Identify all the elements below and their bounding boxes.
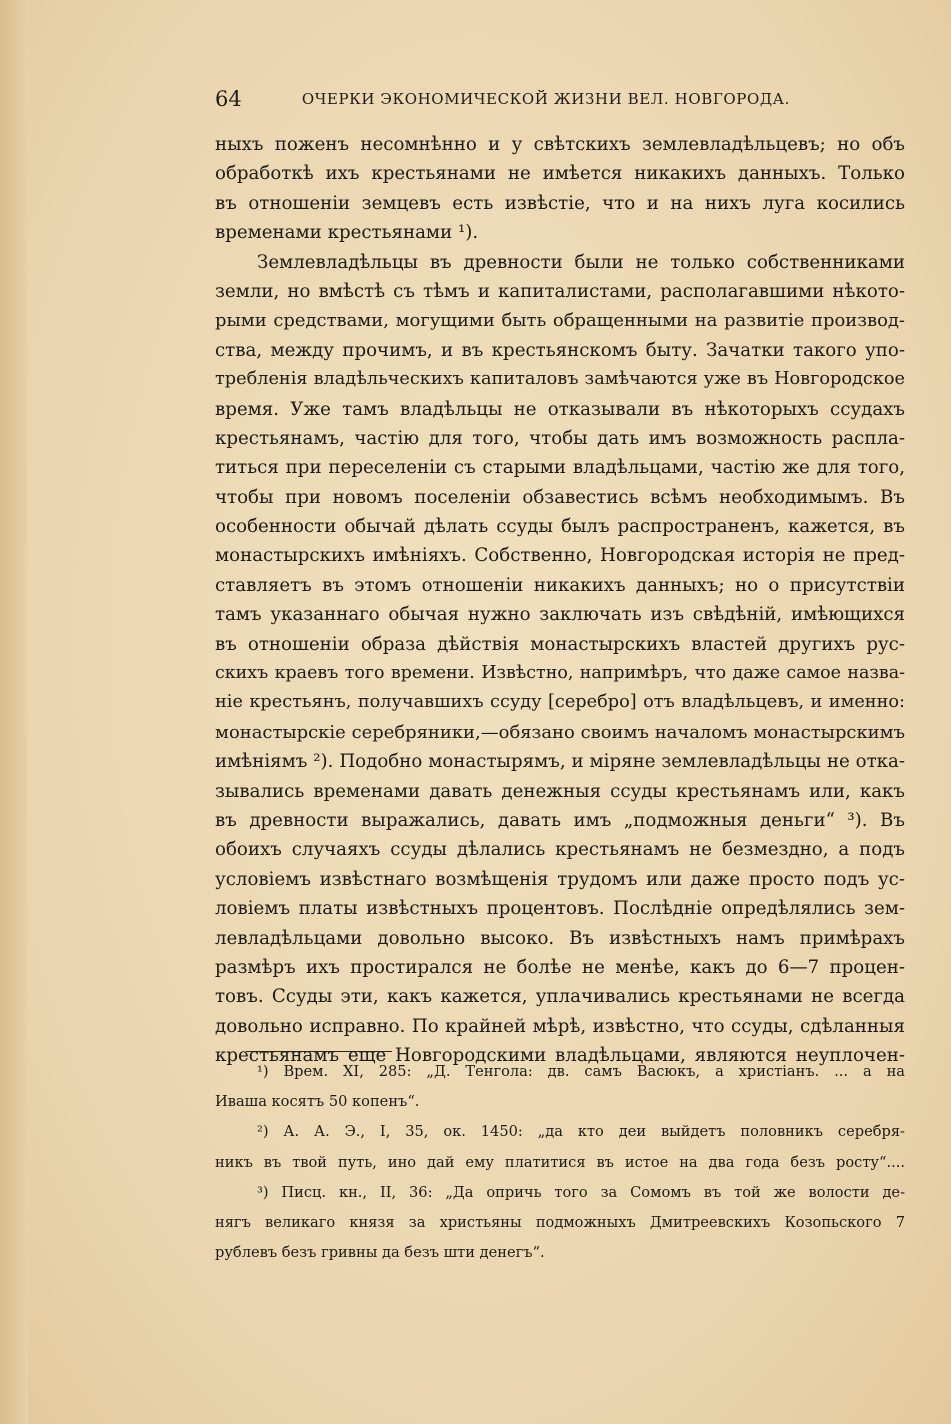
footnote-line: ¹) Врем. XI, 285: „Д. Тенгола: дв. самъ Васюкъ, а христіанъ. ... а на <box>257 1063 905 1080</box>
text-line: условіемъ извѣстнаго возмѣщенія трудомъ или даже просто подъ ус- <box>215 868 905 890</box>
text-line: титься при переселеніи съ старыми владѣльцами, частію же для того, <box>215 457 905 479</box>
running-head <box>215 86 790 112</box>
text-line: ставляетъ въ этомъ отношеніи никакихъ данныхъ; но о присутствіи <box>215 574 905 596</box>
page-binding-edge <box>0 0 28 1424</box>
footnote-line: ²) А. А. Э., I, 35, ок. 1450: „да кто деи выйдетъ половникъ серебря- <box>257 1123 905 1141</box>
text-line: обработкѣ ихъ крестьянами не имѣется никакихъ данныхъ. Только <box>215 163 905 185</box>
text-line: въ древности выражались, давать имъ „подможныя деньги“ ³). Въ <box>215 809 905 831</box>
text-line: въ отношеніи земцевъ есть извѣстіе, что и на нихъ луга косились <box>215 192 905 214</box>
text-line: земли, но вмѣстѣ съ тѣмъ и капиталистами, располагавшими нѣкото- <box>215 280 905 302</box>
text-line: товъ. Ссуды эти, какъ кажется, уплачивались крестьянами не всегда <box>215 986 905 1008</box>
text-line: крестьянамъ, частію для того, чтобы дать имъ возможность распла- <box>215 427 905 449</box>
footnotes <box>215 1057 905 1268</box>
text-line: тамъ указаннаго обычая нужно заключать изъ свѣдѣній, имѣющихся <box>215 604 905 626</box>
text-line: имѣніямъ ²). Подобно монастырямъ, и міряне землевладѣльцы не отка- <box>215 751 905 773</box>
running-title: ОЧЕРКИ ЭКОНОМИЧЕСКОЙ ЖИЗНИ ВЕЛ. НОВГОРОДА. <box>301 90 790 108</box>
footnote-line: никъ въ твой путь, ино дай ему платитися въ истое на два года безъ росту“.... <box>215 1153 905 1171</box>
text-line: обоихъ случаяхъ ссуды дѣлались крестьянамъ не безмездно, а подъ <box>215 839 905 861</box>
text-line: монастырскихъ имѣніяхъ. Собственно, Новгородская исторія не пред- <box>215 545 905 567</box>
text-line: довольно исправно. По крайней мѣрѣ, извѣстно, что ссуды, сдѣланныя <box>215 1015 905 1037</box>
text-line: левладѣльцами довольно высоко. Въ извѣстныхъ намъ примѣрахъ <box>215 927 905 949</box>
text-line: особенности обычай дѣлать ссуды былъ распространенъ, кажется, въ <box>215 516 905 538</box>
footnote-line: ³) Писц. кн., II, 36: „Да опричь того за Сомомъ въ той же волости де- <box>257 1183 905 1201</box>
text-line: ства, между прочимъ, и въ крестьянскомъ быту. Зачатки такого упо- <box>215 339 905 361</box>
footnote-line: Иваша косятъ 50 копенъ“. <box>215 1093 420 1111</box>
text-line: зывались временами давать денежныя ссуды крестьянамъ или, какъ <box>215 780 905 802</box>
text-line: время. Уже тамъ владѣльцы не отказывали въ нѣкоторыхъ ссудахъ <box>215 398 905 420</box>
text-line: ныхъ поженъ несомнѣнно и у свѣтскихъ землевладѣльцевъ; но объ <box>215 134 905 155</box>
text-line: монастырскіе серебряники,—обязано своимъ началомъ монастырскимъ <box>215 721 905 743</box>
text-line: ніе крестьянъ, получавшихъ ссуду [серебро] отъ владѣльцевъ, и именно: <box>215 692 905 713</box>
main-text <box>215 130 905 1071</box>
footnote-line: нягъ великаго князя за христьяны подможныхъ Дмитреевскихъ Козопьского 7 <box>215 1213 905 1231</box>
text-line: временами крестьянами ¹). <box>215 222 479 244</box>
text-line: крестьянамъ еще Новгородскими владѣльцами, являются неуплочен- <box>215 1045 905 1067</box>
text-line: ловіемъ платы извѣстныхъ процентовъ. Послѣдніе опредѣлялись зем- <box>215 898 905 920</box>
text-line: чтобы при новомъ поселеніи обзавестись всѣмъ необходимымъ. Въ <box>215 486 905 508</box>
footnote-separator <box>246 1051 392 1052</box>
text-line: скихъ краевъ того времени. Извѣстно, напримѣръ, что даже самое назва- <box>215 663 905 684</box>
text-line: размѣръ ихъ простирался не болѣе не менѣе, какъ до 6—7 процен- <box>215 956 905 978</box>
text-line: рыми средствами, могущими быть обращенными на развитіе производ- <box>215 310 905 332</box>
page-number: 64 <box>215 87 242 111</box>
footnote-line: рублевъ безъ гривны да безъ шти денегъ“. <box>215 1244 545 1262</box>
text-line: требленія владѣльческихъ капиталовъ замѣчаются уже въ Новгородское <box>215 369 905 390</box>
text-line: въ отношеніи образа дѣйствія монастырскихъ властей другихъ рус- <box>215 633 905 655</box>
text-line: Землевладѣльцы въ древности были не только собственниками <box>257 251 905 273</box>
